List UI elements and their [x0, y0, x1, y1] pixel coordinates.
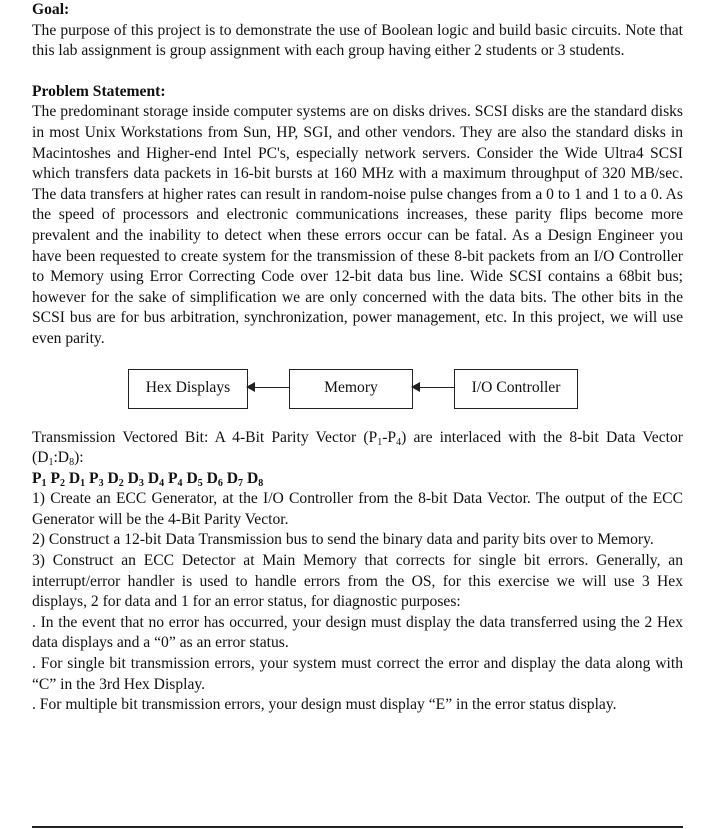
vector-bit: $D_4$	[147, 469, 165, 489]
parity-data-vector	[32, 469, 683, 490]
vector-bit: $D_8$	[246, 469, 264, 489]
goal-text: The purpose of this project is to demonstrate the use of Boolean logic and build basic circuits. Note that this lab assignment is group assignment with each group having either 2 students or 3 students.	[32, 21, 683, 60]
step-3: 3) Construct an ECC Detector at Main Memory that corrects for single bit errors. Generally, an interrupt/error handler is used to handle errors from the OS, for this exercise we will use 3 Hex displays, 2 for data and 1 for an error status, for diagnostic purposes:	[32, 552, 683, 611]
problem-heading: Problem Statement:	[32, 82, 166, 100]
vector-bit: $D_6$	[206, 469, 223, 489]
vector-bit: $D_5$	[186, 469, 203, 489]
step-1: 1) Create an ECC Generator, at the I/O Controller from the 8-bit Data Vector. The output of the ECC Generator will be the 4-Bit Parity Vector.	[32, 490, 683, 528]
vector-bit: $D_1$	[68, 469, 86, 489]
vector-bit: $P_4$	[168, 469, 183, 489]
arrow-memory-to-hex	[247, 387, 289, 388]
vector-bit: $D_7$	[226, 469, 244, 489]
bottom-rule	[32, 826, 683, 828]
arrow-io-to-memory	[412, 387, 454, 388]
vector-bit: $P_1$	[32, 469, 47, 489]
io-controller-box: I/O Controller	[454, 369, 578, 409]
bullet-single-error: . For single bit transmission errors, your system must correct the error and display the data along with “C” in the 3rd Hex Display.	[32, 655, 683, 693]
document-page	[32, 0, 683, 716]
step-2: 2) Construct a 12-bit Data Transmission bus to send the binary data and parity bits over to Memory.	[32, 531, 654, 549]
block-diagram	[32, 356, 683, 418]
bullet-multiple-error: . For multiple bit transmission errors, your design must display “E” in the error status display.	[32, 696, 617, 714]
vector-bit: $D_3$	[127, 469, 144, 489]
vector-bit: $D_2$	[107, 469, 124, 489]
vector-bit: $P_3$	[89, 469, 104, 489]
bullet-no-error: . In the event that no error has occurred, your design must display the data transferred using the 2 Hex data displays and a “0” as an error status.	[32, 613, 683, 652]
spacer	[32, 62, 683, 82]
transmission-text: Transmission Vectored Bit: A 4-Bit Parity Vector $(P_1-P_4)$ are interlaced with the 8-bit Data Vector $(D_1:D_8)$:	[32, 428, 683, 469]
problem-text: The predominant storage inside computer systems are on disks drives. SCSI disks are the standard disks in most Unix Workstations from Sun, HP, SGI, and other vendors. They are also the standard disks in Macintoshes and Higher-end Intel PC's, especially network servers. Consider the Wide Ultra4 SCSI which transfers data packets in 16-bit bursts at 160 MHz with a maximum throughput of 320 MB/sec. The data transfers at higher rates can result in random-noise pulse changes from a 0 to 1 and 1 to a 0. As the speed of processors and electronic communications increases, these parity flips become more prevalent and the inability to detect when these errors occur can be fatal. As a Design Engineer you have been requested to create system for the transmission of these 8-bit packets from an I/O Controller to Memory using Error Correcting Code over 12-bit data bus line. Wide SCSI contains a 68bit bus; however for the sake of simplification we are only concerned with the data bits. The other bits in the SCSI bus are for bus arbitration, synchronization, power management, etc. In this project, we will use even parity.	[32, 103, 683, 347]
memory-box: Memory	[289, 369, 413, 409]
vector-bit: $P_2$	[50, 469, 65, 489]
goal-heading: Goal:	[32, 1, 70, 18]
hex-displays-box: Hex Displays	[128, 369, 248, 409]
